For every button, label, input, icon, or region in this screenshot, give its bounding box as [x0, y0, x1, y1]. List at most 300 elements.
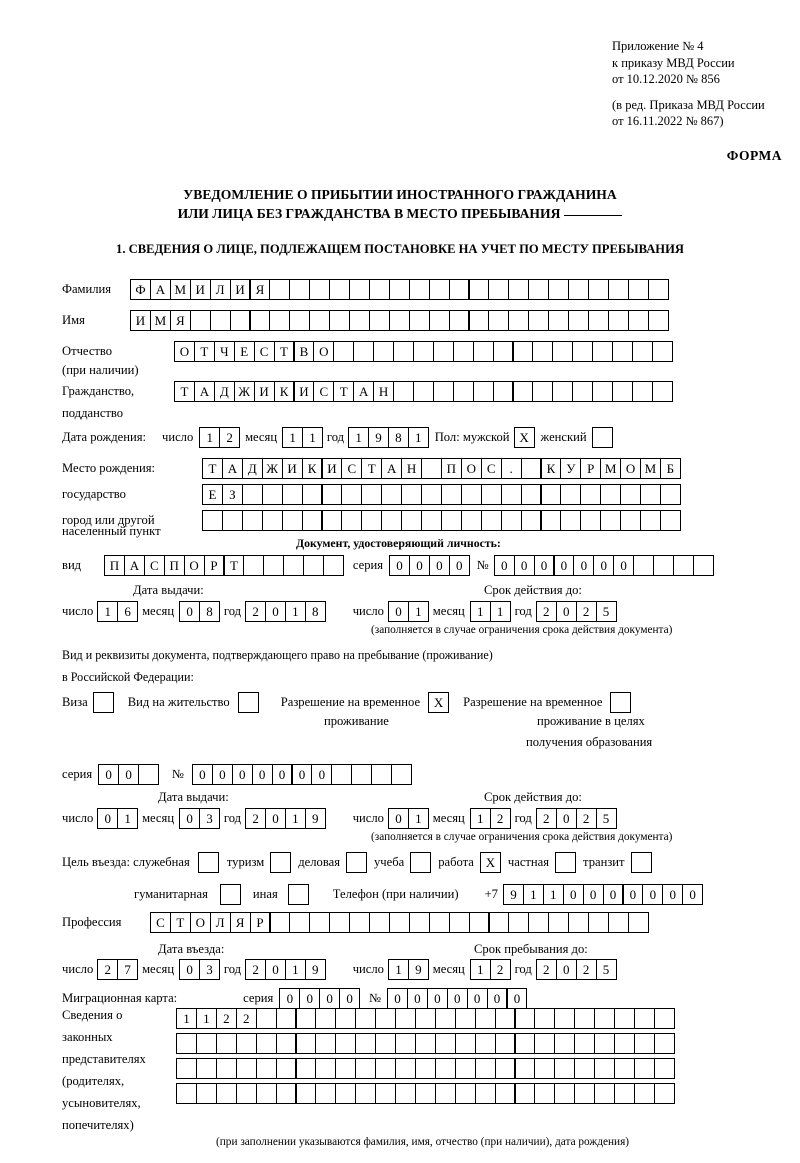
edu-residence-checkbox[interactable]	[610, 692, 631, 713]
representatives-cell[interactable]	[614, 1033, 635, 1054]
surname-cell[interactable]	[409, 279, 430, 300]
name-cell[interactable]	[429, 310, 450, 331]
birthplace-cell[interactable]	[421, 510, 442, 531]
birth-year-cell[interactable]: 8	[388, 427, 409, 448]
phone-cell[interactable]: 0	[583, 884, 604, 905]
representatives-cell[interactable]	[236, 1033, 257, 1054]
birthplace-cell[interactable]	[660, 484, 681, 505]
profession-cell[interactable]	[349, 912, 370, 933]
name-cell[interactable]	[508, 310, 529, 331]
citizenship-cell[interactable]	[473, 381, 494, 402]
identity-issue-year-cell[interactable]: 8	[305, 601, 326, 622]
citizenship-cell[interactable]	[393, 381, 414, 402]
representatives-cell[interactable]	[256, 1083, 277, 1104]
stay-until-month-cell[interactable]: 1	[470, 959, 491, 980]
stay-valid-year-cell[interactable]: 5	[596, 808, 617, 829]
surname-cell[interactable]: А	[150, 279, 171, 300]
profession-cell[interactable]	[528, 912, 549, 933]
citizenship-cell[interactable]	[493, 381, 514, 402]
birthplace-cell[interactable]	[580, 510, 601, 531]
representatives-cell[interactable]	[355, 1083, 376, 1104]
surname-cell[interactable]	[648, 279, 669, 300]
stay-doc-number-cell[interactable]: 0	[192, 764, 213, 785]
birthplace-cell[interactable]	[481, 510, 502, 531]
name-cell[interactable]	[309, 310, 330, 331]
stay-doc-number-cell[interactable]: 0	[212, 764, 233, 785]
birthplace-cell[interactable]	[521, 510, 542, 531]
sex-male-checkbox[interactable]: X	[514, 427, 535, 448]
profession-cell[interactable]	[389, 912, 410, 933]
migration-card-series-cell[interactable]: 0	[299, 988, 320, 1009]
citizenship-cell[interactable]	[632, 381, 653, 402]
entry-year-cell[interactable]: 0	[265, 959, 286, 980]
profession-cell[interactable]	[548, 912, 569, 933]
birthplace-cell[interactable]: Б	[660, 458, 681, 479]
name-cell[interactable]	[389, 310, 410, 331]
birthplace-cell[interactable]	[580, 484, 601, 505]
birthplace-cell[interactable]: С	[341, 458, 362, 479]
identity-doc-type-cell[interactable]: С	[144, 555, 165, 576]
representatives-cell[interactable]	[514, 1008, 535, 1029]
representatives-cell[interactable]	[256, 1033, 277, 1054]
representatives-cell[interactable]	[554, 1008, 575, 1029]
stay-issue-year-cell[interactable]: 1	[285, 808, 306, 829]
citizenship-cell[interactable]: Т	[333, 381, 354, 402]
representatives-cell[interactable]: 2	[236, 1008, 257, 1029]
representatives-cell[interactable]	[534, 1033, 555, 1054]
representatives-cell[interactable]	[495, 1058, 516, 1079]
representatives-input-row-3[interactable]	[176, 1058, 674, 1079]
citizenship-cell[interactable]	[612, 381, 633, 402]
birthplace-cell[interactable]: О	[620, 458, 641, 479]
name-cell[interactable]	[628, 310, 649, 331]
citizenship-cell[interactable]	[453, 381, 474, 402]
representatives-cell[interactable]	[634, 1008, 655, 1029]
representatives-cell[interactable]	[594, 1033, 615, 1054]
citizenship-cell[interactable]	[512, 381, 533, 402]
identity-issue-year-input[interactable]	[245, 601, 325, 622]
birthplace-cell[interactable]: М	[600, 458, 621, 479]
stay-valid-year-cell[interactable]: 2	[536, 808, 557, 829]
phone-cell[interactable]: 0	[563, 884, 584, 905]
representatives-cell[interactable]	[335, 1033, 356, 1054]
identity-doc-type-cell[interactable]	[243, 555, 264, 576]
profession-cell[interactable]: Р	[250, 912, 271, 933]
stay-until-year-cell[interactable]: 5	[596, 959, 617, 980]
representatives-cell[interactable]	[475, 1008, 496, 1029]
birthplace-cell[interactable]	[560, 510, 581, 531]
profession-cell[interactable]	[269, 912, 290, 933]
birthplace-cell[interactable]	[242, 510, 263, 531]
representatives-cell[interactable]	[455, 1008, 476, 1029]
identity-doc-type-cell[interactable]: А	[124, 555, 145, 576]
identity-issue-day-input[interactable]	[97, 601, 137, 622]
representatives-cell[interactable]	[654, 1008, 675, 1029]
citizenship-cell[interactable]	[532, 381, 553, 402]
patronymic-cell[interactable]	[592, 341, 613, 362]
birth-month-input[interactable]	[282, 427, 322, 448]
birthplace-input-row-1[interactable]	[202, 458, 680, 479]
birthplace-cell[interactable]	[262, 484, 283, 505]
entry-day-input[interactable]	[97, 959, 137, 980]
stay-valid-day-cell[interactable]: 1	[408, 808, 429, 829]
representatives-cell[interactable]	[415, 1008, 436, 1029]
birthplace-cell[interactable]	[421, 484, 442, 505]
migration-card-number-cell[interactable]: 0	[487, 988, 508, 1009]
representatives-cell[interactable]	[554, 1083, 575, 1104]
identity-issue-day-cell[interactable]: 1	[97, 601, 118, 622]
citizenship-cell[interactable]: К	[274, 381, 295, 402]
representatives-cell[interactable]: 1	[196, 1008, 217, 1029]
representatives-cell[interactable]	[236, 1083, 257, 1104]
birthplace-cell[interactable]: И	[282, 458, 303, 479]
profession-cell[interactable]	[488, 912, 509, 933]
birthplace-cell[interactable]: И	[321, 458, 342, 479]
patronymic-cell[interactable]: С	[254, 341, 275, 362]
birthplace-cell[interactable]	[640, 510, 661, 531]
phone-cell[interactable]: 9	[503, 884, 524, 905]
profession-cell[interactable]	[289, 912, 310, 933]
representatives-input-row-2[interactable]	[176, 1033, 674, 1054]
name-cell[interactable]	[329, 310, 350, 331]
birthplace-cell[interactable]	[282, 510, 303, 531]
representatives-cell[interactable]	[355, 1008, 376, 1029]
stay-doc-number-input[interactable]	[192, 764, 411, 785]
stay-doc-number-cell[interactable]	[351, 764, 372, 785]
identity-doc-number-cell[interactable]	[633, 555, 654, 576]
stay-issue-month-cell[interactable]: 0	[179, 808, 200, 829]
stay-valid-month-cell[interactable]: 2	[490, 808, 511, 829]
migration-card-series-input[interactable]	[279, 988, 359, 1009]
representatives-cell[interactable]	[455, 1083, 476, 1104]
representatives-cell[interactable]	[574, 1058, 595, 1079]
identity-issue-day-cell[interactable]: 6	[117, 601, 138, 622]
surname-cell[interactable]: Я	[249, 279, 270, 300]
patronymic-cell[interactable]	[413, 341, 434, 362]
representatives-cell[interactable]	[495, 1008, 516, 1029]
name-cell[interactable]: Я	[170, 310, 191, 331]
representatives-cell[interactable]	[654, 1058, 675, 1079]
representatives-cell[interactable]	[534, 1008, 555, 1029]
birthplace-cell[interactable]	[660, 510, 681, 531]
entry-day-cell[interactable]: 7	[117, 959, 138, 980]
profession-cell[interactable]: Я	[230, 912, 251, 933]
representatives-cell[interactable]	[435, 1033, 456, 1054]
citizenship-cell[interactable]: Т	[174, 381, 195, 402]
entry-month-cell[interactable]: 0	[179, 959, 200, 980]
patronymic-cell[interactable]: О	[174, 341, 195, 362]
identity-doc-number-cell[interactable]	[693, 555, 714, 576]
surname-cell[interactable]	[449, 279, 470, 300]
birthplace-cell[interactable]	[620, 484, 641, 505]
patronymic-cell[interactable]	[532, 341, 553, 362]
representatives-input-row-4[interactable]	[176, 1083, 674, 1104]
representatives-cell[interactable]	[634, 1058, 655, 1079]
birthplace-cell[interactable]	[441, 510, 462, 531]
stay-issue-year-cell[interactable]: 9	[305, 808, 326, 829]
stay-doc-number-cell[interactable]	[331, 764, 352, 785]
representatives-cell[interactable]	[315, 1083, 336, 1104]
entry-month-cell[interactable]: 3	[199, 959, 220, 980]
surname-cell[interactable]: И	[190, 279, 211, 300]
identity-doc-type-cell[interactable]	[283, 555, 304, 576]
birthplace-cell[interactable]	[321, 510, 342, 531]
stay-valid-day-cell[interactable]: 0	[388, 808, 409, 829]
birthplace-cell[interactable]	[560, 484, 581, 505]
patronymic-cell[interactable]: Т	[194, 341, 215, 362]
stay-doc-number-cell[interactable]	[371, 764, 392, 785]
representatives-cell[interactable]	[256, 1058, 277, 1079]
surname-cell[interactable]: М	[170, 279, 191, 300]
representatives-cell[interactable]	[554, 1033, 575, 1054]
representatives-cell[interactable]	[634, 1033, 655, 1054]
representatives-cell[interactable]	[415, 1033, 436, 1054]
stay-until-year-cell[interactable]: 0	[556, 959, 577, 980]
representatives-cell[interactable]	[295, 1033, 316, 1054]
citizenship-cell[interactable]: И	[293, 381, 314, 402]
surname-cell[interactable]: Ф	[130, 279, 151, 300]
purpose-humanitarian-checkbox[interactable]	[220, 884, 241, 905]
entry-day-cell[interactable]: 2	[97, 959, 118, 980]
identity-doc-type-cell[interactable]	[323, 555, 344, 576]
citizenship-input[interactable]	[174, 381, 672, 402]
stay-until-day-input[interactable]	[388, 959, 428, 980]
patronymic-cell[interactable]	[453, 341, 474, 362]
stay-doc-series-cell[interactable]: 0	[118, 764, 139, 785]
representatives-cell[interactable]	[534, 1058, 555, 1079]
birthplace-cell[interactable]	[262, 510, 283, 531]
purpose-transit-checkbox[interactable]	[631, 852, 652, 873]
representatives-cell[interactable]	[276, 1083, 297, 1104]
representatives-cell[interactable]	[355, 1058, 376, 1079]
birthplace-cell[interactable]: Т	[361, 458, 382, 479]
phone-cell[interactable]: 0	[662, 884, 683, 905]
identity-doc-series-cell[interactable]: 0	[429, 555, 450, 576]
migration-card-number-cell[interactable]: 0	[427, 988, 448, 1009]
representatives-cell[interactable]	[216, 1058, 237, 1079]
representatives-cell[interactable]	[196, 1083, 217, 1104]
representatives-cell[interactable]: 2	[216, 1008, 237, 1029]
profession-cell[interactable]: О	[190, 912, 211, 933]
birthplace-cell[interactable]: Ж	[262, 458, 283, 479]
purpose-other-checkbox[interactable]	[288, 884, 309, 905]
patronymic-cell[interactable]	[333, 341, 354, 362]
surname-cell[interactable]	[429, 279, 450, 300]
identity-valid-year-cell[interactable]: 2	[576, 601, 597, 622]
birthplace-cell[interactable]: С	[481, 458, 502, 479]
representatives-cell[interactable]	[276, 1058, 297, 1079]
stay-doc-number-cell[interactable]: 0	[252, 764, 273, 785]
name-input[interactable]	[130, 310, 667, 331]
stay-valid-year-input[interactable]	[536, 808, 616, 829]
surname-cell[interactable]	[349, 279, 370, 300]
representatives-cell[interactable]	[196, 1033, 217, 1054]
name-cell[interactable]	[488, 310, 509, 331]
surname-cell[interactable]	[548, 279, 569, 300]
stay-until-day-cell[interactable]: 1	[388, 959, 409, 980]
profession-cell[interactable]: Л	[210, 912, 231, 933]
identity-valid-year-cell[interactable]: 2	[536, 601, 557, 622]
identity-valid-day-cell[interactable]: 1	[408, 601, 429, 622]
patronymic-cell[interactable]: В	[293, 341, 314, 362]
citizenship-cell[interactable]	[413, 381, 434, 402]
stay-until-year-input[interactable]	[536, 959, 616, 980]
birthplace-cell[interactable]: Е	[202, 484, 223, 505]
representatives-cell[interactable]	[415, 1058, 436, 1079]
stay-doc-number-cell[interactable]	[391, 764, 412, 785]
representatives-cell[interactable]	[276, 1033, 297, 1054]
patronymic-cell[interactable]	[473, 341, 494, 362]
representatives-cell[interactable]: 1	[176, 1008, 197, 1029]
patronymic-cell[interactable]	[493, 341, 514, 362]
citizenship-cell[interactable]: А	[353, 381, 374, 402]
birthplace-cell[interactable]	[481, 484, 502, 505]
profession-cell[interactable]	[588, 912, 609, 933]
name-cell[interactable]	[210, 310, 231, 331]
profession-cell[interactable]	[309, 912, 330, 933]
migration-card-number-cell[interactable]: 0	[467, 988, 488, 1009]
citizenship-cell[interactable]: И	[254, 381, 275, 402]
birth-month-cell[interactable]: 1	[302, 427, 323, 448]
birthplace-cell[interactable]	[282, 484, 303, 505]
identity-doc-type-cell[interactable]: П	[164, 555, 185, 576]
migration-card-series-cell[interactable]: 0	[319, 988, 340, 1009]
surname-cell[interactable]	[508, 279, 529, 300]
stay-until-year-cell[interactable]: 2	[536, 959, 557, 980]
identity-valid-year-input[interactable]	[536, 601, 616, 622]
representatives-cell[interactable]	[534, 1083, 555, 1104]
stay-doc-series-cell[interactable]	[138, 764, 159, 785]
representatives-input-row-1[interactable]	[176, 1008, 674, 1029]
representatives-cell[interactable]	[475, 1083, 496, 1104]
name-cell[interactable]	[269, 310, 290, 331]
name-cell[interactable]	[409, 310, 430, 331]
purpose-study-checkbox[interactable]	[410, 852, 431, 873]
entry-year-cell[interactable]: 2	[245, 959, 266, 980]
representatives-cell[interactable]	[315, 1033, 336, 1054]
name-cell[interactable]	[349, 310, 370, 331]
identity-valid-year-cell[interactable]: 0	[556, 601, 577, 622]
stay-issue-month-input[interactable]	[179, 808, 219, 829]
purpose-private-checkbox[interactable]	[555, 852, 576, 873]
representatives-cell[interactable]	[654, 1033, 675, 1054]
citizenship-cell[interactable]	[433, 381, 454, 402]
phone-cell[interactable]: 0	[682, 884, 703, 905]
birthplace-cell[interactable]	[441, 484, 462, 505]
birth-year-cell[interactable]: 1	[348, 427, 369, 448]
birth-day-input[interactable]	[199, 427, 239, 448]
birthplace-cell[interactable]: Р	[580, 458, 601, 479]
identity-doc-number-cell[interactable]: 0	[514, 555, 535, 576]
birthplace-cell[interactable]	[600, 510, 621, 531]
patronymic-cell[interactable]	[353, 341, 374, 362]
representatives-cell[interactable]	[514, 1033, 535, 1054]
representatives-cell[interactable]	[295, 1008, 316, 1029]
stay-valid-year-cell[interactable]: 2	[576, 808, 597, 829]
identity-issue-month-cell[interactable]: 8	[199, 601, 220, 622]
identity-doc-type-input[interactable]	[104, 555, 343, 576]
representatives-cell[interactable]	[554, 1058, 575, 1079]
birthplace-cell[interactable]: О	[461, 458, 482, 479]
profession-cell[interactable]	[329, 912, 350, 933]
stay-doc-number-cell[interactable]: 0	[291, 764, 312, 785]
birth-year-cell[interactable]: 1	[408, 427, 429, 448]
representatives-cell[interactable]	[514, 1083, 535, 1104]
purpose-work-checkbox[interactable]: X	[480, 852, 501, 873]
surname-cell[interactable]	[289, 279, 310, 300]
identity-issue-year-cell[interactable]: 0	[265, 601, 286, 622]
identity-valid-month-cell[interactable]: 1	[490, 601, 511, 622]
residence-permit-checkbox[interactable]	[238, 692, 259, 713]
identity-doc-series-cell[interactable]: 0	[409, 555, 430, 576]
migration-card-series-cell[interactable]: 0	[339, 988, 360, 1009]
representatives-cell[interactable]	[375, 1083, 396, 1104]
representatives-cell[interactable]	[196, 1058, 217, 1079]
patronymic-cell[interactable]	[552, 341, 573, 362]
surname-cell[interactable]	[329, 279, 350, 300]
birthplace-cell[interactable]	[401, 484, 422, 505]
birthplace-cell[interactable]	[461, 510, 482, 531]
representatives-cell[interactable]	[395, 1083, 416, 1104]
birthplace-cell[interactable]	[421, 458, 442, 479]
representatives-cell[interactable]	[375, 1008, 396, 1029]
birthplace-cell[interactable]: А	[381, 458, 402, 479]
representatives-cell[interactable]	[355, 1033, 376, 1054]
profession-cell[interactable]	[449, 912, 470, 933]
profession-cell[interactable]	[409, 912, 430, 933]
profession-input[interactable]	[150, 912, 648, 933]
identity-doc-number-cell[interactable]: 0	[573, 555, 594, 576]
representatives-cell[interactable]	[236, 1058, 257, 1079]
representatives-cell[interactable]	[176, 1058, 197, 1079]
stay-issue-day-cell[interactable]: 0	[97, 808, 118, 829]
birthplace-cell[interactable]	[321, 484, 342, 505]
identity-doc-number-input[interactable]	[494, 555, 713, 576]
birthplace-cell[interactable]	[341, 510, 362, 531]
name-cell[interactable]	[468, 310, 489, 331]
representatives-cell[interactable]	[614, 1083, 635, 1104]
birth-day-cell[interactable]: 1	[199, 427, 220, 448]
stay-issue-year-cell[interactable]: 2	[245, 808, 266, 829]
birthplace-cell[interactable]	[222, 510, 243, 531]
profession-cell[interactable]	[568, 912, 589, 933]
birthplace-cell[interactable]	[540, 484, 561, 505]
phone-cell[interactable]: 1	[523, 884, 544, 905]
migration-card-number-cell[interactable]: 0	[407, 988, 428, 1009]
birthplace-cell[interactable]: А	[222, 458, 243, 479]
identity-doc-number-cell[interactable]	[673, 555, 694, 576]
surname-cell[interactable]	[608, 279, 629, 300]
name-cell[interactable]	[528, 310, 549, 331]
identity-doc-number-cell[interactable]: 0	[593, 555, 614, 576]
surname-cell[interactable]	[369, 279, 390, 300]
purpose-service-checkbox[interactable]	[198, 852, 219, 873]
birthplace-cell[interactable]	[202, 510, 223, 531]
migration-card-number-cell[interactable]: 0	[447, 988, 468, 1009]
representatives-cell[interactable]	[654, 1083, 675, 1104]
stay-until-month-cell[interactable]: 2	[490, 959, 511, 980]
stay-valid-day-input[interactable]	[388, 808, 428, 829]
profession-cell[interactable]	[469, 912, 490, 933]
purpose-business-checkbox[interactable]	[346, 852, 367, 873]
patronymic-cell[interactable]: Е	[234, 341, 255, 362]
identity-doc-type-cell[interactable]: Т	[223, 555, 244, 576]
name-cell[interactable]	[608, 310, 629, 331]
stay-doc-series-input[interactable]	[98, 764, 158, 785]
representatives-cell[interactable]	[295, 1083, 316, 1104]
surname-cell[interactable]	[468, 279, 489, 300]
patronymic-cell[interactable]	[393, 341, 414, 362]
